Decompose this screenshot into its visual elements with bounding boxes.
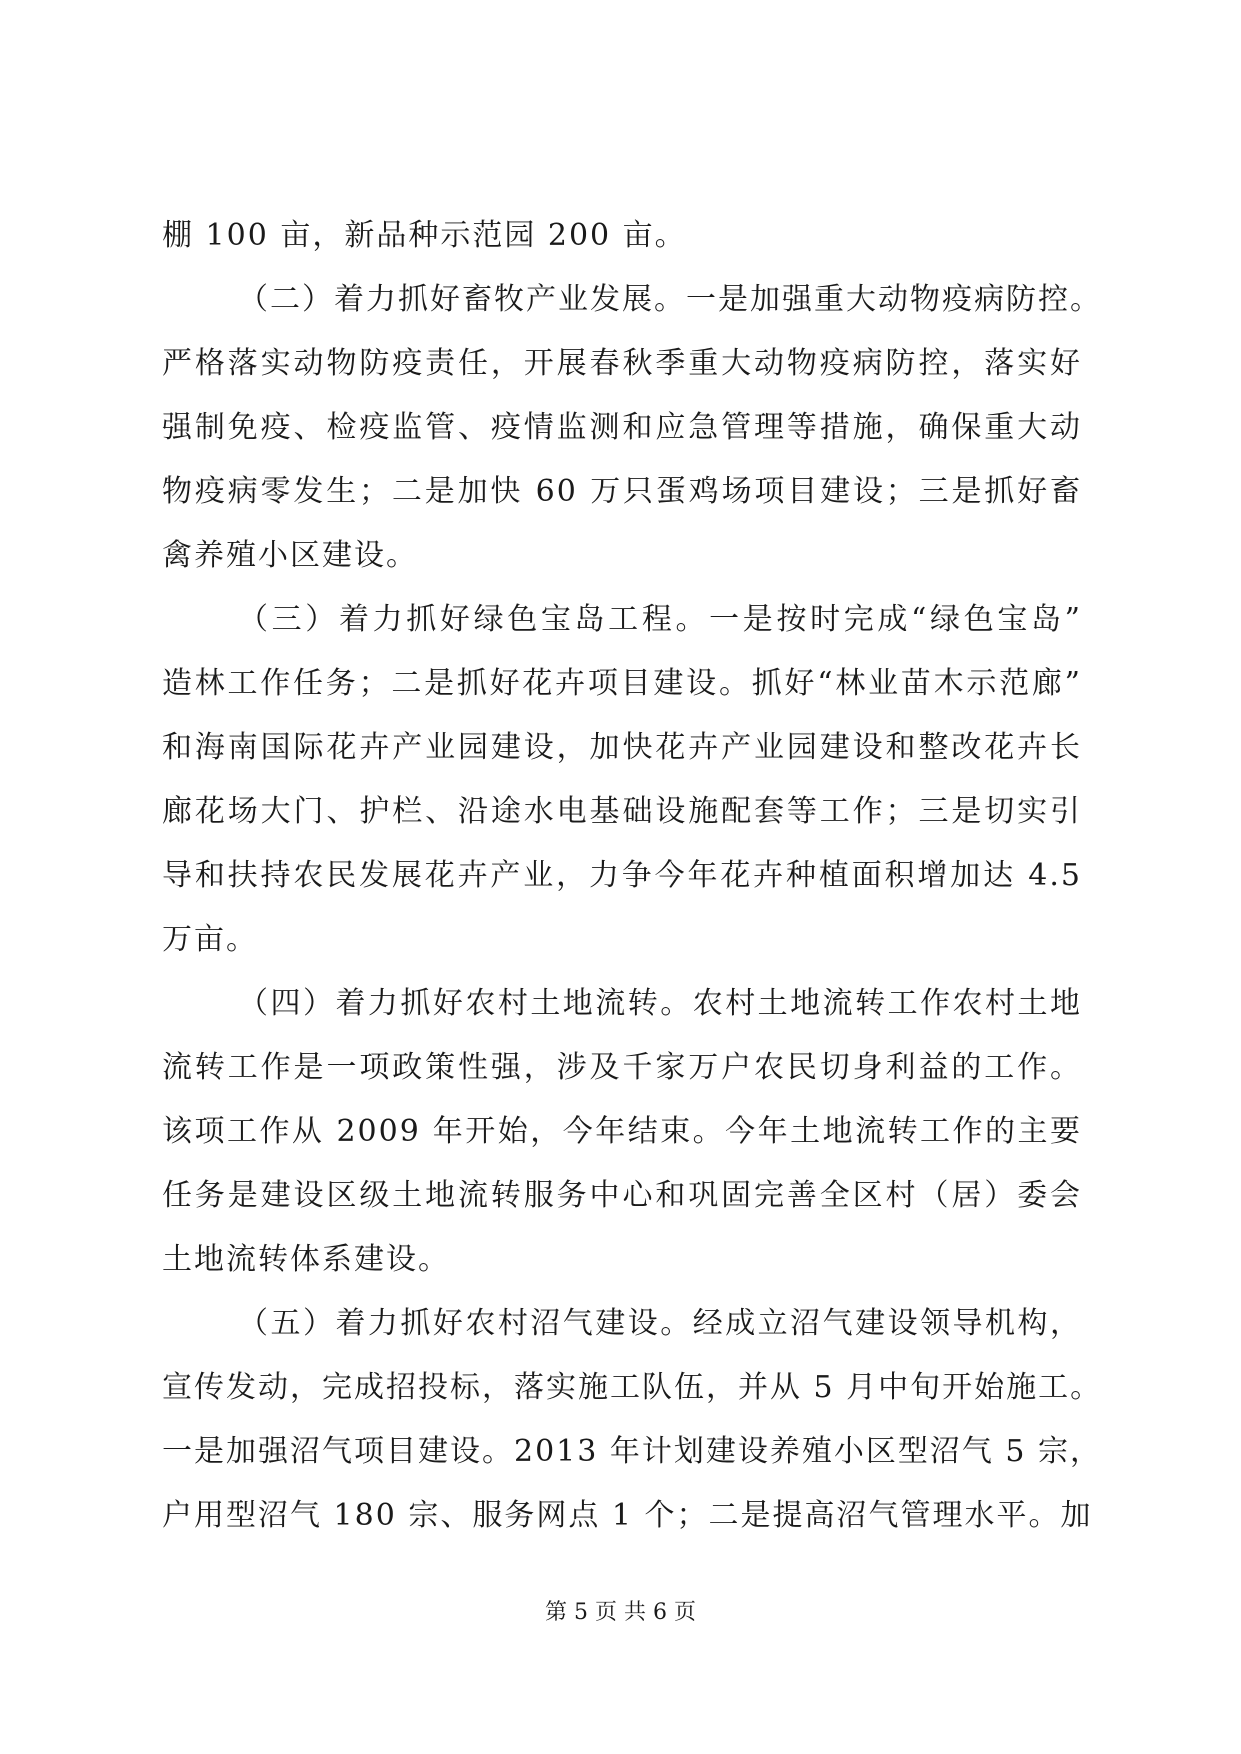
text-line: 万亩。 — [162, 922, 258, 957]
text-line: 廊花场大门、护栏、沿途水电基础设施配套等工作；三是切实引 — [162, 794, 1082, 829]
text-line: 户用型沼气 180 宗、服务网点 1 个；二是提高沼气管理水平。加 — [162, 1498, 1093, 1533]
text-line: （五）着力抓好农村沼气建设。经成立沼气建设领导机构， — [238, 1306, 1082, 1341]
text-line: 宣传发动，完成招投标，落实施工队伍，并从 5 月中旬开始施工。 — [162, 1370, 1103, 1405]
text-line: 流转工作是一项政策性强，涉及千家万户农民切身利益的工作。 — [162, 1050, 1082, 1085]
page-footer: 第 5 页 共 6 页 — [545, 1600, 696, 1625]
text-line: （四）着力抓好农村土地流转。农村土地流转工作农村土地 — [238, 986, 1082, 1021]
text-line: 和海南国际花卉产业园建设，加快花卉产业园建设和整改花卉长 — [162, 730, 1082, 765]
text-line: （三）着力抓好绿色宝岛工程。一是按时完成“绿色宝岛” — [238, 602, 1082, 637]
document-body — [162, 204, 1103, 1548]
text-line: 严格落实动物防疫责任，开展春秋季重大动物疫病防控，落实好 — [162, 346, 1082, 381]
text-line: 物疫病零发生；二是加快 60 万只蛋鸡场项目建设；三是抓好畜 — [162, 474, 1082, 509]
text-line: 造林工作任务；二是抓好花卉项目建设。抓好“林业苗木示范廊” — [162, 666, 1082, 701]
text-line: 强制免疫、检疫监管、疫情监测和应急管理等措施，确保重大动 — [162, 410, 1082, 445]
text-line: 禽养殖小区建设。 — [162, 538, 418, 573]
text-line: 任务是建设区级土地流转服务中心和巩固完善全区村（居）委会 — [162, 1178, 1082, 1213]
text-line: 该项工作从 2009 年开始，今年结束。今年土地流转工作的主要 — [162, 1114, 1082, 1149]
text-line: 土地流转体系建设。 — [162, 1242, 450, 1277]
text-line: （二）着力抓好畜牧产业发展。一是加强重大动物疫病防控。 — [238, 282, 1102, 317]
text-line: 棚 100 亩，新品种示范园 200 亩。 — [162, 218, 687, 253]
text-line: 导和扶持农民发展花卉产业，力争今年花卉种植面积增加达 4.5 — [162, 858, 1082, 893]
text-line: 一是加强沼气项目建设。2013 年计划建设养殖小区型沼气 5 宗， — [162, 1434, 1103, 1469]
